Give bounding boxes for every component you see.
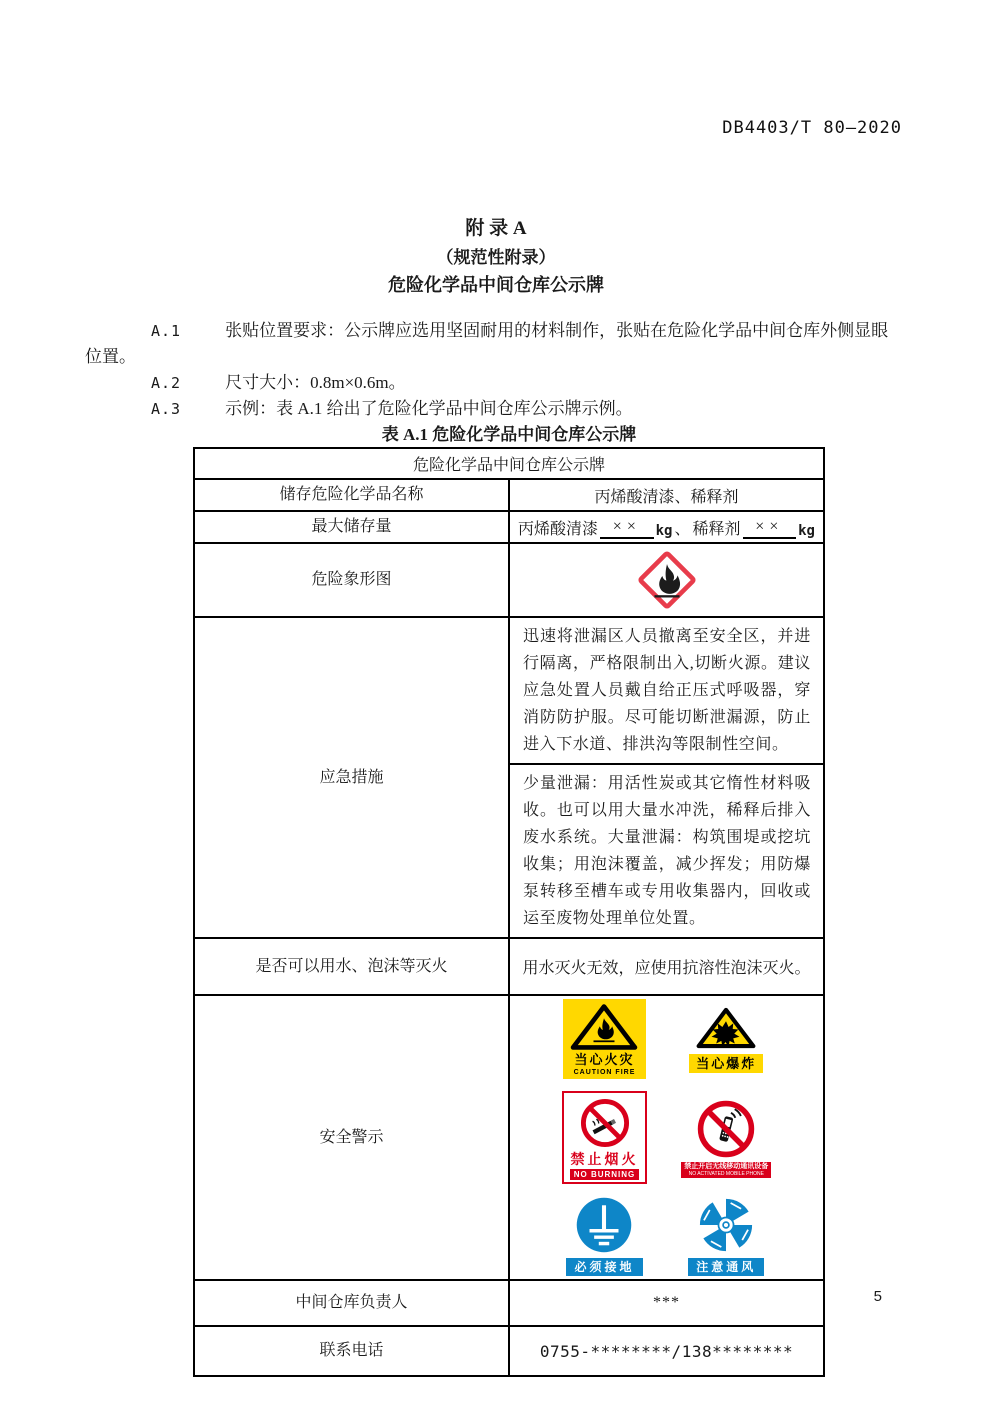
clause-text: 张贴位置要求：公示牌应选用坚固耐用的材料制作，张贴在危险化学品中间仓库外侧显眼位置。 [85,321,889,366]
clause-text: 尺寸大小：0.8m×0.6m。 [225,373,406,392]
sign-label: 当心爆炸 [689,1054,763,1073]
table-row [194,543,824,617]
emergency-text-2: 少量泄漏：用活性炭或其它惰性材料吸收。也可以用大量水冲洗，稀释后排入废水系统。大量泄漏：构筑围堤或挖坑收集；用泡沫覆盖，减少挥发；用防爆泵转移至槽车或专用收集器内，回收或运至废物处理单位处置。 [509,764,824,938]
sign-no-burning [562,1091,648,1184]
sign-no-mobile-phone [681,1098,771,1178]
table-row [194,1280,824,1326]
clause-a2 [85,370,905,396]
max-unit-2: kg [798,522,815,539]
clause-number: A.3 [151,400,182,418]
no-mobile-phone-icon [695,1098,757,1160]
max-prefix-1: 丙烯酸清漆 [518,520,599,538]
max-blank-1: ×× [600,517,654,539]
pictogram-cell [509,543,824,617]
clause-number: A.1 [151,322,182,340]
sign-must-ground [566,1196,642,1276]
manager-label: 中间仓库负责人 [194,1280,509,1326]
document-code: DB4403/T 80—2020 [722,118,902,138]
max-storage-value [509,511,824,543]
clause-a3 [85,396,905,422]
pictogram-label: 危险象形图 [194,543,509,617]
safety-warning-label: 安全警示 [194,995,509,1280]
manager-value: *** [509,1280,824,1326]
max-separator: 、 [674,520,691,538]
appendix-subtitle: （规范性附录） [436,248,556,267]
sign-label: 必须接地 [566,1258,642,1276]
max-blank-2: ×× [743,517,797,539]
safety-warning-cell [509,995,824,1280]
max-prefix-2: 稀释剂 [692,520,741,538]
clause-a1 [85,318,905,370]
page-number: 5 [873,1288,882,1305]
sign-sublabel: NO BURNING [570,1169,640,1180]
extinguish-value: 用水灭火无效，应使用抗溶性泡沫灭火。 [509,938,824,995]
sign-label: 注意通风 [688,1258,764,1276]
chemical-name-value: 丙烯酸清漆、稀释剂 [509,479,824,511]
appendix-heading: 危险化学品中间仓库公示牌 [388,275,604,295]
table-row [194,995,824,1280]
emergency-text-1: 迅速将泄漏区人员撤离至安全区，并进行隔离，严格限制出入,切断火源。建议应急处置人员戴自给正压式呼吸器，穿消防防护服。尽可能切断泄漏源，防止进入下水道、排洪沟等限制性空间。 [509,617,824,764]
no-burning-icon [578,1096,632,1150]
clause-number: A.2 [151,374,182,392]
sign-label-bar [681,1162,771,1178]
phone-label: 联系电话 [194,1326,509,1376]
table-row [194,938,824,995]
board-title: 危险化学品中间仓库公示牌 [194,448,824,479]
sign-caution-explosion [689,1006,763,1073]
caution-fire-icon [569,1003,639,1051]
ventilation-icon [697,1196,755,1254]
max-storage-label: 最大储存量 [194,511,509,543]
sign-label: 当心火灾 [569,1051,639,1068]
table-row [194,511,824,543]
notice-board-table [193,447,825,1377]
phone-value: 0755-********/138******** [509,1326,824,1376]
max-unit-1: kg [655,522,673,539]
appendix-title: 附 录 A [465,218,527,239]
sign-sublabel: NO ACTIVATED MOBILE PHONE [688,1170,764,1177]
sign-label: 禁止烟火 [570,1151,639,1167]
table-row [194,1326,824,1376]
sign-ensure-ventilation [688,1196,764,1276]
table-row [194,617,824,764]
table-row [194,448,824,479]
caution-explosion-icon [695,1006,757,1050]
table-row [194,479,824,511]
sign-grid [518,999,815,1276]
table-caption: 表 A.1 危险化学品中间仓库公示牌 [381,425,637,444]
sign-sublabel: CAUTION FIRE [573,1069,636,1076]
clause-text: 示例：表 A.1 给出了危险化学品中间仓库公示牌示例。 [225,399,633,418]
sign-caution-fire [563,999,645,1079]
emergency-label: 应急措施 [194,617,509,938]
clauses [85,318,905,422]
ghs-flammable-diamond-icon [634,547,700,613]
sign-label: 禁止开启无线移动通讯设备 [684,1162,769,1170]
extinguish-label: 是否可以用水、泡沫等灭火 [194,938,509,995]
chemical-name-label: 储存危险化学品名称 [194,479,509,511]
grounding-required-icon [575,1196,633,1254]
